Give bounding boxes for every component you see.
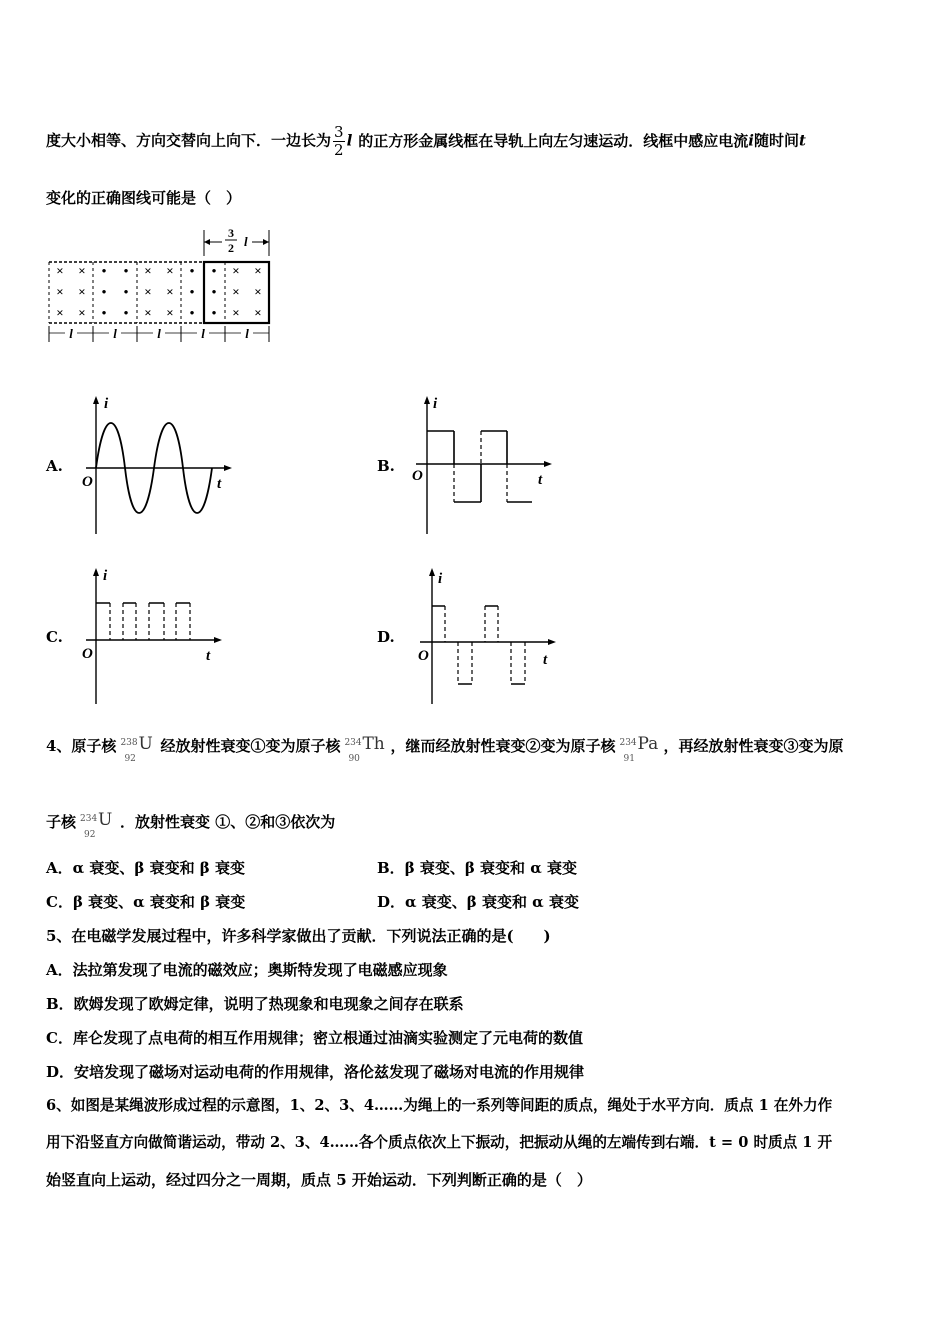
svg-text:×: ×	[56, 284, 64, 299]
q4-stem-line-2	[46, 808, 335, 838]
q4-option-a[interactable]: A．α 衰变、β 衰变和 β 衰变	[46, 859, 245, 877]
svg-text:•: •	[101, 263, 107, 278]
q3-line-1	[46, 124, 806, 159]
option-c-label[interactable]: C.	[46, 628, 63, 646]
graph-d-pulses	[412, 566, 562, 708]
svg-text:×: ×	[78, 284, 86, 299]
axis-t-label: t	[217, 476, 222, 492]
svg-text:×: ×	[254, 284, 262, 299]
svg-text:l: l	[201, 326, 205, 341]
q6-stem-line-1: 6、如图是某绳波形成过程的示意图，1、2、3、4……为绳上的一系列等间距的质点，绳处于水平方向．质点 1 在外力作	[46, 1097, 833, 1114]
nuclide-th234: 234 90 Th	[344, 734, 385, 764]
axis-t-label: t	[538, 472, 543, 488]
q3-text-part: 度大小相等、方向交替向上向下．一边长为	[46, 131, 332, 150]
q4-text-part: 子核	[46, 813, 77, 831]
svg-text:•: •	[123, 284, 129, 299]
dim-num: 3	[228, 226, 234, 240]
svg-text:•: •	[123, 305, 129, 320]
q3-text-part: 的正方形金属线框在导轨上向左匀速运动．线框中感应电流	[358, 131, 749, 150]
svg-text:•: •	[189, 284, 195, 299]
svg-text:×: ×	[144, 305, 152, 320]
svg-text:•: •	[211, 263, 217, 278]
q4-text-part: ，再经放射性衰变③变为原	[663, 737, 844, 755]
option-b-label[interactable]: B.	[377, 457, 395, 475]
svg-text:×: ×	[232, 263, 240, 278]
fraction-three-halves: $\frac{3}{2}$	[334, 123, 344, 159]
nuclide-u234: 234 92 U	[80, 810, 113, 840]
svg-text:×: ×	[78, 263, 86, 278]
axis-i-label: i	[103, 568, 108, 584]
axis-t-label: t	[543, 652, 548, 668]
q4-text-part: ．放射性衰变 ①、②和③依次为	[120, 813, 336, 831]
q3-text-part: 随时间	[753, 131, 799, 150]
svg-text:•: •	[123, 263, 129, 278]
svg-text:l: l	[157, 326, 161, 341]
q4-option-d[interactable]: D．α 衰变、β 衰变和 α 衰变	[377, 893, 579, 911]
svg-text:×: ×	[232, 284, 240, 299]
svg-text:•: •	[189, 305, 195, 320]
nuclide-pa234: 234 91 Pa	[619, 734, 659, 764]
q4-stem-line-1	[46, 732, 843, 762]
nuclide-u238: 238 92 U	[120, 734, 153, 764]
q3-line-2: 变化的正确图线可能是（ ）	[46, 189, 242, 207]
svg-text:•: •	[101, 305, 107, 320]
q5-option-d[interactable]: D．安培发现了磁场对运动电荷的作用规律，洛伦兹发现了磁场对电流的作用规律	[46, 1063, 585, 1081]
svg-text:×: ×	[78, 305, 86, 320]
svg-text:l: l	[245, 326, 249, 341]
q6-stem-line-3: 始竖直向上运动，经过四分之一周期，质点 5 开始运动．下列判断正确的是（ ）	[46, 1171, 592, 1189]
q5-option-c[interactable]: C．库仑发现了点电荷的相互作用规律；密立根通过油滴实验测定了元电荷的数值	[46, 1029, 583, 1047]
dim-den: 2	[228, 241, 234, 255]
q5-option-b[interactable]: B．欧姆发现了欧姆定律，说明了热现象和电现象之间存在联系	[46, 995, 464, 1013]
origin-label: O	[82, 646, 93, 662]
var-t: t	[799, 131, 806, 150]
q5-option-a[interactable]: A．法拉第发现了电流的磁效应；奥斯特发现了电磁感应现象	[46, 961, 448, 979]
svg-text:×: ×	[254, 263, 262, 278]
magnetic-field-figure	[44, 226, 278, 348]
svg-text:l: l	[69, 326, 73, 341]
field-symbols	[56, 263, 261, 320]
svg-text:×: ×	[56, 305, 64, 320]
svg-text:×: ×	[144, 284, 152, 299]
var-l: l	[346, 131, 353, 150]
graph-a-sine	[78, 394, 238, 539]
svg-text:×: ×	[166, 305, 174, 320]
axis-i-label: i	[433, 396, 438, 412]
q4-text-part: 4、原子核	[46, 737, 117, 755]
svg-text:×: ×	[166, 284, 174, 299]
q4-option-c[interactable]: C．β 衰变、α 衰变和 β 衰变	[46, 893, 246, 911]
axis-i-label: i	[438, 571, 443, 587]
graph-c-pulses	[78, 566, 228, 708]
q4-option-b[interactable]: B．β 衰变、β 衰变和 α 衰变	[377, 859, 578, 877]
q5-stem: 5、在电磁学发展过程中，许多科学家做出了贡献．下列说法正确的是( )	[46, 927, 551, 945]
svg-text:×: ×	[232, 305, 240, 320]
axis-t-label: t	[206, 648, 211, 664]
option-d-label[interactable]: D.	[377, 628, 395, 646]
svg-text:×: ×	[254, 305, 262, 320]
svg-text:•: •	[211, 305, 217, 320]
svg-text:×: ×	[166, 263, 174, 278]
svg-text:l: l	[113, 326, 117, 341]
origin-label: O	[82, 474, 93, 490]
dim-var: l	[244, 234, 248, 249]
origin-label: O	[412, 468, 423, 484]
svg-text:•: •	[211, 284, 217, 299]
svg-text:×: ×	[144, 263, 152, 278]
origin-label: O	[418, 648, 429, 664]
q4-text-part: 经放射性衰变①变为原子核	[160, 737, 341, 755]
svg-text:•: •	[189, 263, 195, 278]
axis-i-label: i	[104, 396, 109, 412]
q6-stem-line-2: 用下沿竖直方向做简谐运动，带动 2、3、4……各个质点依次上下振动，把振动从绳的左端传到右端．t = 0 时质点 1 开	[46, 1134, 833, 1151]
q4-text-part: ，继而经放射性衰变②变为原子核	[390, 737, 616, 755]
graph-b-square	[408, 394, 558, 539]
option-a-label[interactable]: A.	[46, 457, 63, 475]
var-i: i	[748, 131, 754, 150]
svg-text:×: ×	[56, 263, 64, 278]
svg-text:•: •	[101, 284, 107, 299]
